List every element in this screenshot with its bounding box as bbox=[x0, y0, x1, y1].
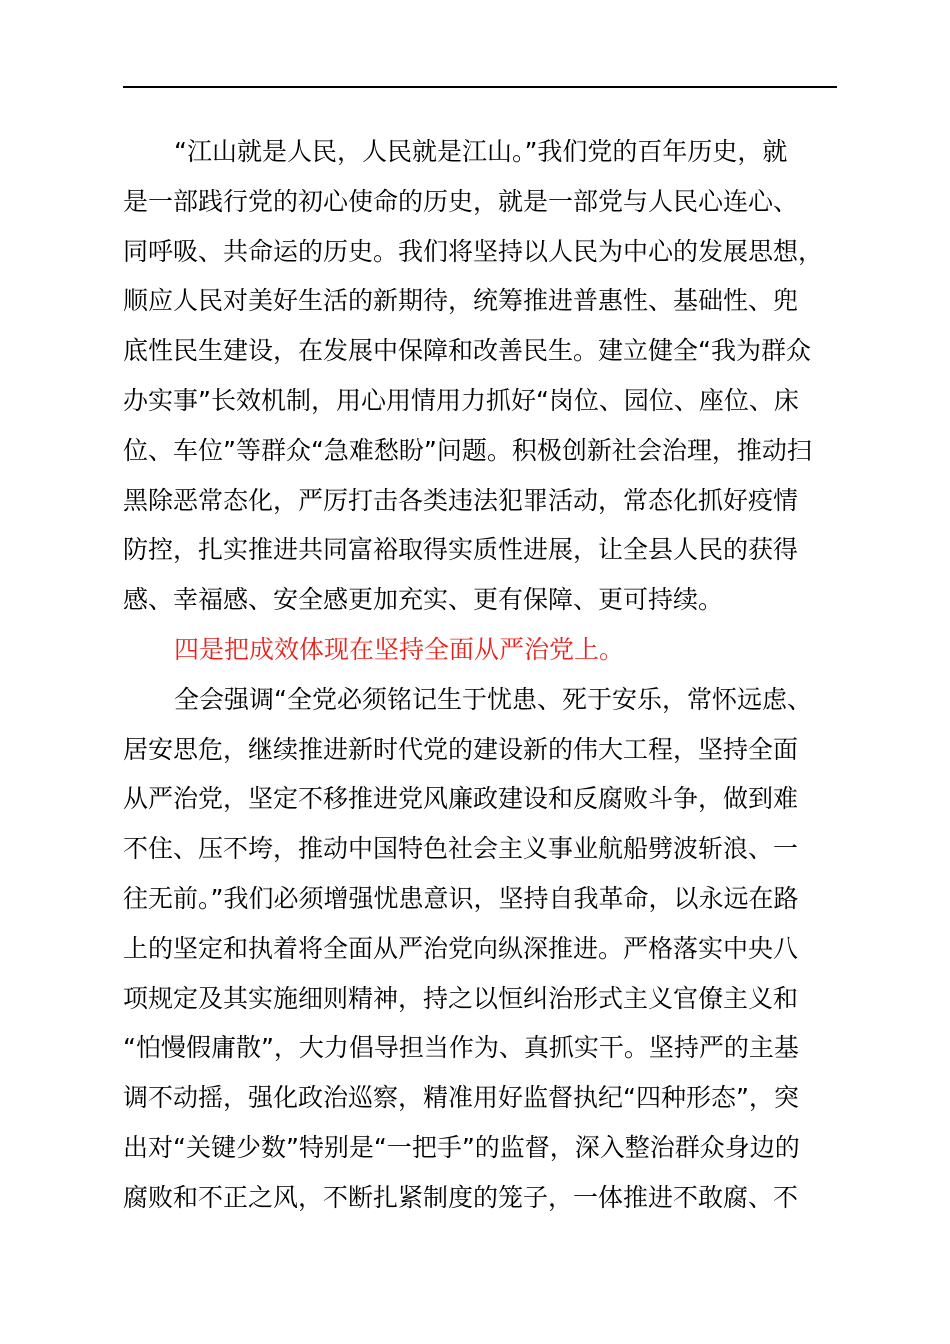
text-line: 往无前。”我们必须增强忧患意识，坚持自我革命，以永远在路 bbox=[123, 883, 799, 913]
text-line: 同呼吸、共命运的历史。我们将坚持以人民为中心的发展思想， bbox=[123, 236, 824, 266]
text-line: 调不动摇，强化政治巡察，精准用好监督执纪“四种形态”，突 bbox=[123, 1083, 799, 1113]
section-heading bbox=[123, 625, 837, 675]
document-body bbox=[123, 127, 837, 1223]
text-line: 黑除恶常态化，严厉打击各类违法犯罪活动，常态化抓好疫情 bbox=[123, 485, 799, 515]
section-heading-text: 四是把成效体现在坚持全面从严治党上。 bbox=[174, 634, 625, 664]
text-line: 防控，扎实推进共同富裕取得实质性进展，让全县人民的获得 bbox=[123, 535, 799, 565]
text-line: 上的坚定和执着将全面从严治党向纵深推进。严格落实中央八 bbox=[123, 933, 799, 963]
text-line: 不住、压不垮，推动中国特色社会主义事业航船劈波斩浪、一 bbox=[123, 834, 799, 864]
text-line: 全会强调“全党必须铭记生于忧患、死于安乐，常怀远虑、 bbox=[174, 684, 812, 714]
text-line: 办实事”长效机制，用心用情用力抓好“岗位、园位、座位、床 bbox=[123, 385, 799, 415]
text-line: 腐败和不正之风，不断扎紧制度的笼子，一体推进不敢腐、不 bbox=[123, 1182, 799, 1212]
text-line: 位、车位”等群众“急难愁盼”问题。积极创新社会治理，推动扫 bbox=[123, 435, 812, 465]
text-line: “怕慢假庸散”，大力倡导担当作为、真抓实干。坚持严的主基 bbox=[123, 1033, 799, 1063]
text-line: 项规定及其实施细则精神，持之以恒纠治形式主义官僚主义和 bbox=[123, 983, 799, 1013]
text-line: 顺应人民对美好生活的新期待，统筹推进普惠性、基础性、兜 bbox=[123, 286, 799, 316]
text-line: 感、幸福感、安全感更加充实、更有保障、更可持续。 bbox=[123, 585, 724, 615]
text-line: 出对“关键少数”特别是“一把手”的监督，深入整治群众身边的 bbox=[123, 1132, 800, 1162]
paragraph-party-discipline bbox=[123, 675, 837, 1223]
header-rule bbox=[123, 86, 837, 88]
paragraph-people-centered bbox=[123, 127, 837, 625]
text-line: 居安思危，继续推进新时代党的建设新的伟大工程，坚持全面 bbox=[123, 734, 799, 764]
text-line: 底性民生建设，在发展中保障和改善民生。建立健全“我为群众 bbox=[123, 336, 811, 366]
text-line: 是一部践行党的初心使命的历史，就是一部党与人民心连心、 bbox=[123, 186, 799, 216]
text-line: 从严治党，坚定不移推进党风廉政建设和反腐败斗争，做到难 bbox=[123, 784, 799, 814]
text-line: “江山就是人民，人民就是江山。”我们党的百年历史，就 bbox=[174, 137, 788, 166]
